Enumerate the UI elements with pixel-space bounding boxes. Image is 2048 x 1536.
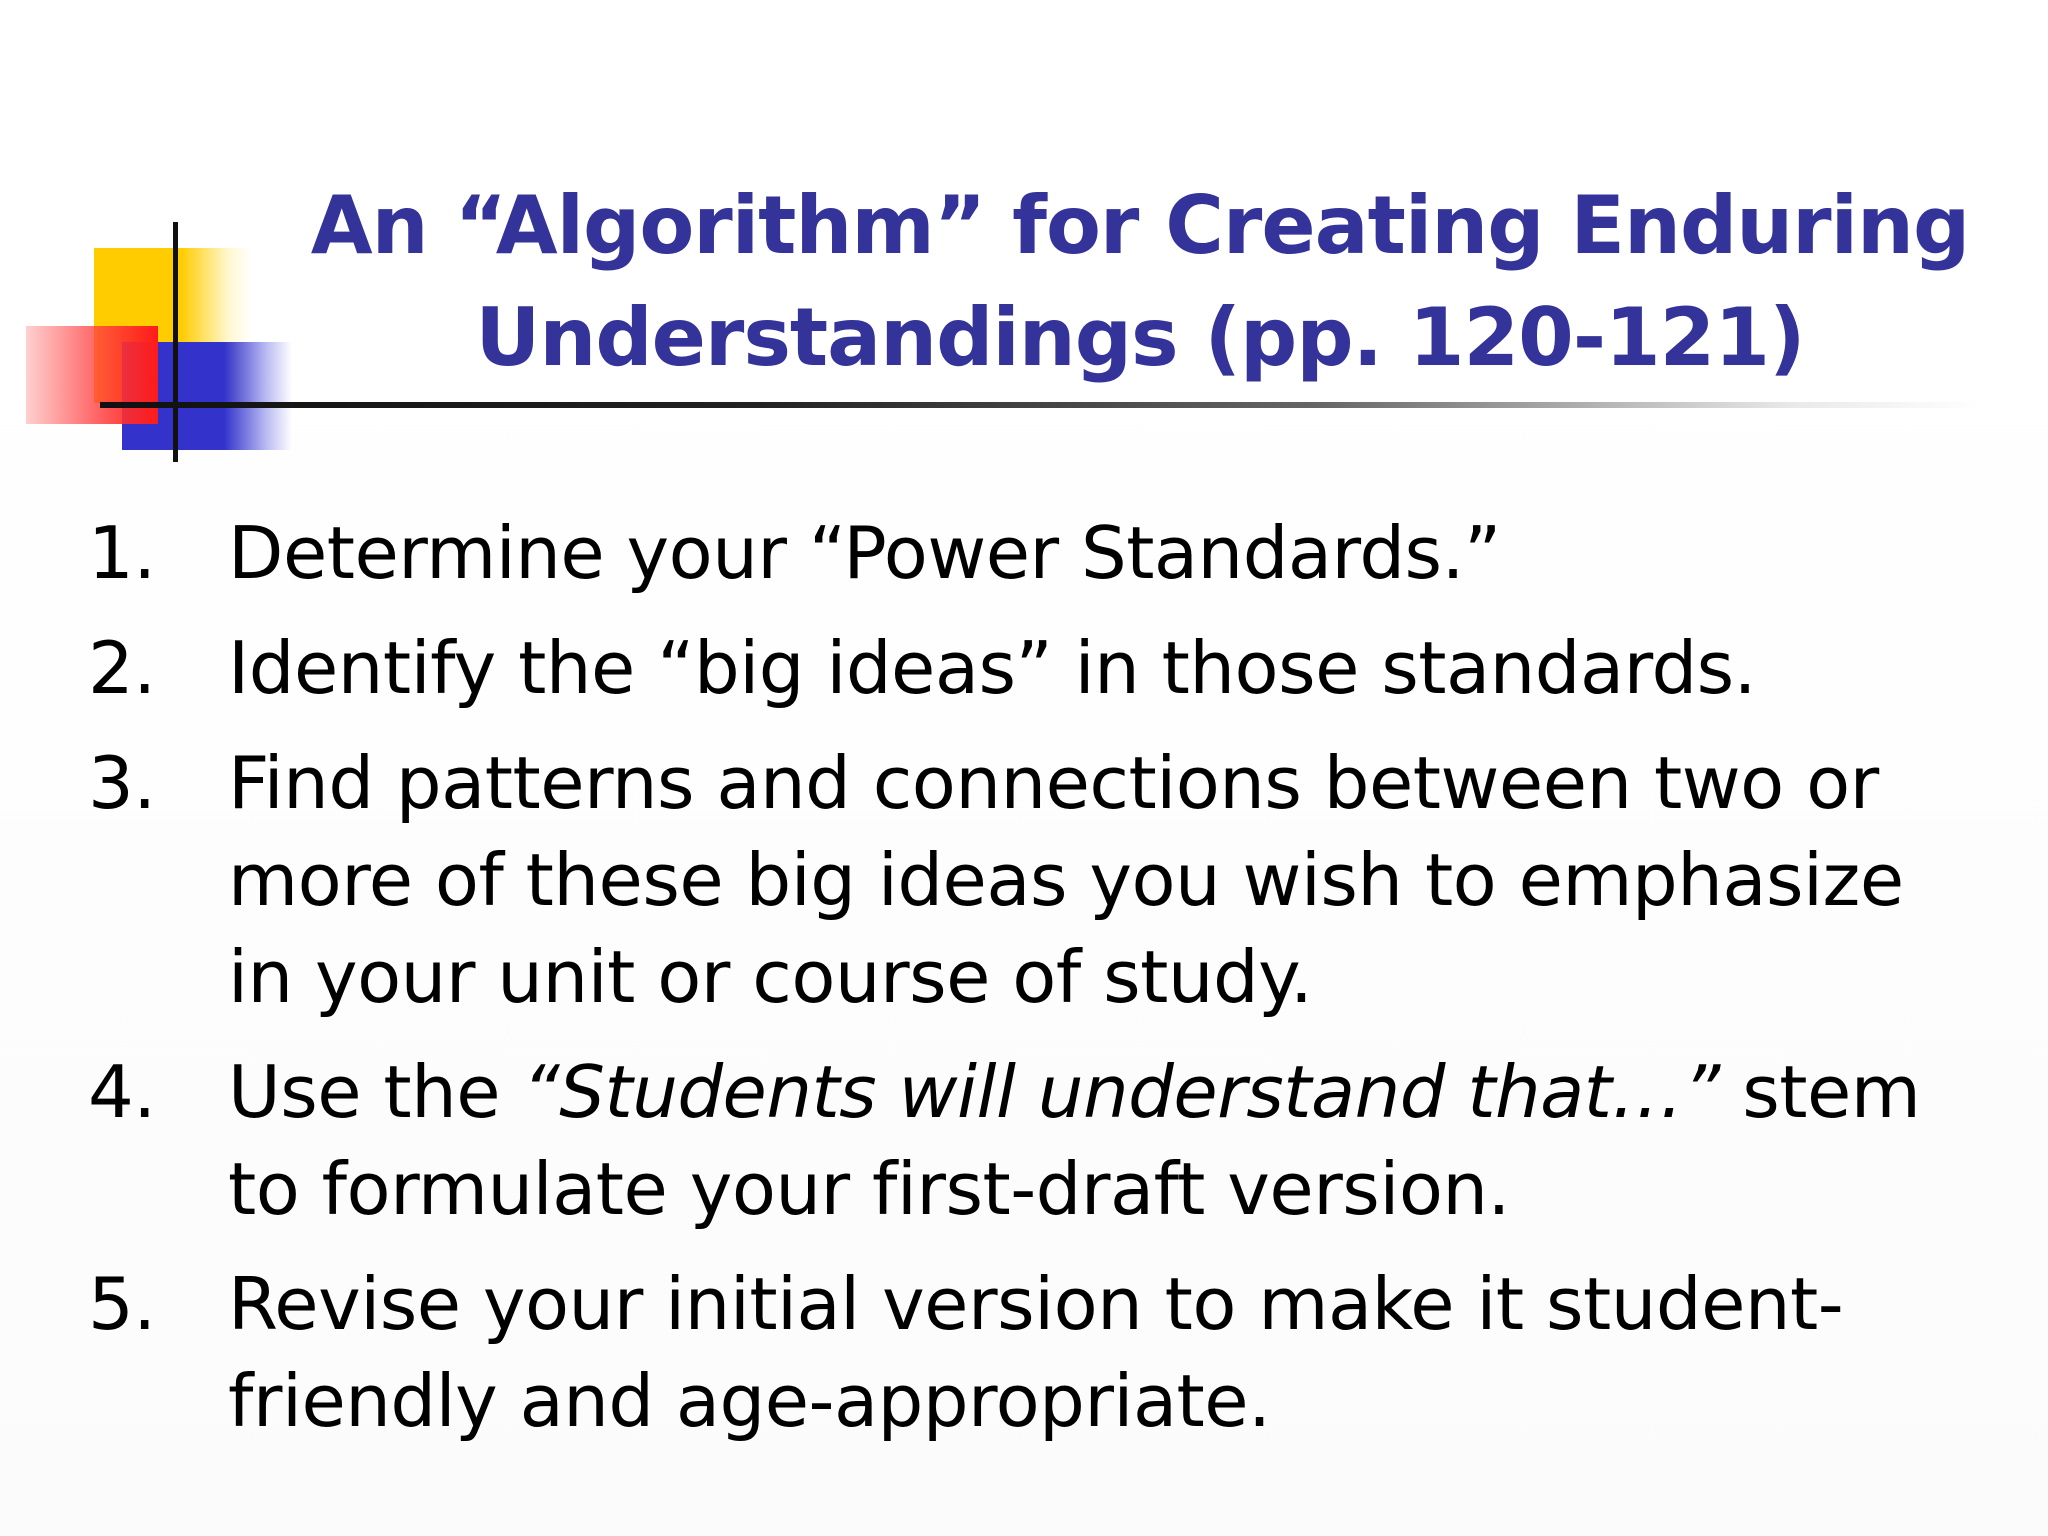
- list-item-text: [228, 1044, 2008, 1141]
- list-number: 4.: [88, 1050, 156, 1134]
- list-item-text: Determine your “Power Standards.”: [228, 511, 1501, 595]
- slide-logo-decoration: [0, 0, 330, 480]
- title-line-1: An “Algorithm” for Creating Enduring: [310, 179, 1970, 272]
- list-item-text: Find patterns and connections between two or: [228, 741, 1879, 825]
- numbered-list: [88, 505, 2008, 1468]
- title-underline-rule: [100, 402, 1980, 408]
- red-square-shape: [26, 326, 158, 424]
- list-item-5: [88, 1256, 2008, 1450]
- vertical-rule: [173, 222, 178, 462]
- list-item-4: [88, 1044, 2008, 1238]
- list-item-2: [88, 620, 2008, 717]
- list-item-text: in your unit or course of study.: [228, 935, 1313, 1019]
- list-number: 2.: [88, 626, 156, 710]
- list-item-text: to formulate your first-draft version.: [228, 1147, 1510, 1231]
- list-item-text-prefix: Use the: [228, 1050, 523, 1134]
- list-number: 1.: [88, 511, 156, 595]
- list-number: 5.: [88, 1262, 156, 1346]
- list-item-text: friendly and age-appropriate.: [228, 1359, 1271, 1443]
- list-number: 3.: [88, 741, 156, 825]
- title-line-2: Understandings (pp. 120-121): [475, 291, 1805, 384]
- slide-title: [290, 170, 1990, 394]
- list-item-text: more of these big ideas you wish to emphasize: [228, 838, 1904, 922]
- list-item-1: [88, 505, 2008, 602]
- list-item-text: Revise your initial version to make it student-: [228, 1262, 1844, 1346]
- list-item-italic-stem: “Students will understand that…”: [522, 1050, 1720, 1134]
- list-item-text: Identify the “big ideas” in those standards.: [228, 626, 1757, 710]
- list-item-text-suffix: stem: [1719, 1050, 1921, 1134]
- list-item-3: [88, 735, 2008, 1026]
